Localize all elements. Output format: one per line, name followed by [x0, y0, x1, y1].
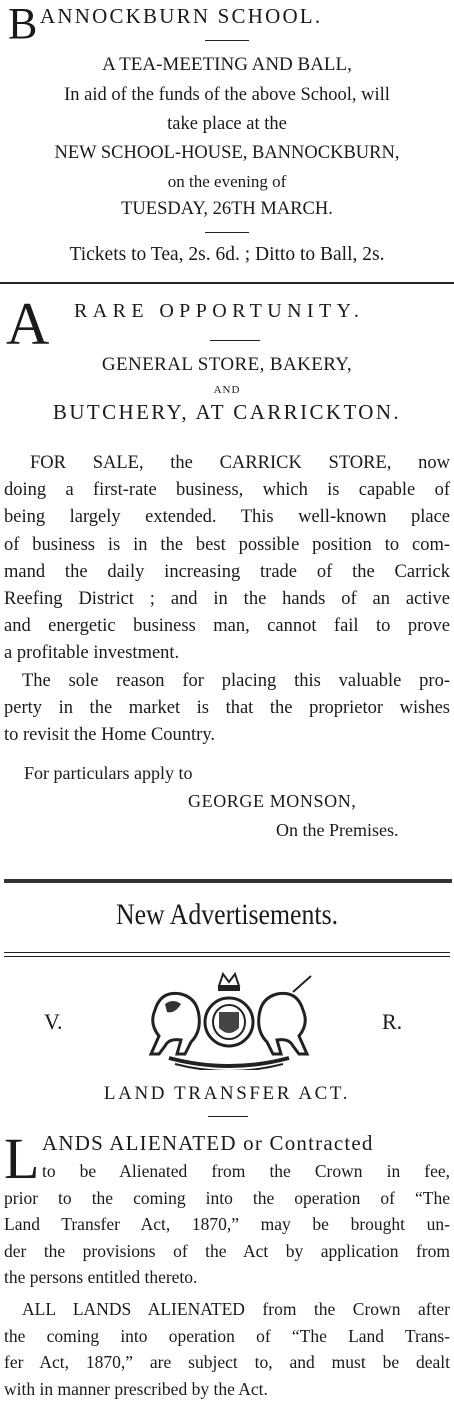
victoria-letter-v: V. — [44, 1009, 63, 1034]
school-short-rule-2 — [205, 232, 249, 233]
store-body-2-line: The sole reason for placing this valuable pro- — [22, 671, 450, 691]
land-act-title: LAND TRANSFER ACT. — [103, 1083, 351, 1104]
store-body-1-line: mand the daily increasing trade of the Carrick — [4, 561, 450, 582]
store-headline-initial: A — [6, 291, 50, 357]
school-line-1: In aid of the funds of the above School, will — [64, 85, 390, 105]
store-body-1-line: being largely extended. This well-known place — [4, 507, 450, 528]
land-act-para-2-line: ALL LANDS ALIENATED from the Crown after — [22, 1299, 450, 1319]
victoria-letter-r: R. — [382, 1009, 403, 1034]
land-act-para-1-line: the persons entitled thereto. — [4, 1267, 198, 1287]
store-sub-1: GENERAL STORE, BAKERY, — [101, 354, 353, 375]
section-rule-2 — [4, 956, 450, 957]
school-headline: ANNOCKBURN SCHOOL. — [40, 4, 323, 28]
school-title: A TEA-MEETING AND BALL, — [102, 54, 352, 75]
land-act-para-1-line: der the provisions of the Act by application from — [4, 1240, 450, 1261]
store-body-1-line: doing a first-rate business, which is capable of — [4, 480, 450, 501]
store-sub-2: BUTCHERY, AT CARRICKTON. — [52, 400, 402, 424]
land-act-para-1-line: Land Transfer Act, 1870,” may be brought un- — [4, 1214, 450, 1234]
school-headline-initial: B — [8, 0, 38, 48]
school-line-2: take place at the — [167, 114, 287, 134]
land-act-short-rule — [208, 1116, 248, 1117]
store-body-1-line: of business is in the best possible position to com- — [4, 534, 450, 555]
royal-coat-of-arms-icon — [115, 970, 343, 1070]
advert-divider-2 — [4, 879, 452, 883]
store-contact-name: GEORGE MONSON, — [188, 791, 357, 811]
advert-divider-1 — [0, 282, 454, 284]
school-line-3: NEW SCHOOL-HOUSE, BANNOCKBURN, — [54, 143, 400, 163]
section-rule-1 — [4, 952, 450, 953]
store-body-1-line: FOR SALE, the CARRICK STORE, now — [30, 453, 450, 473]
store-and: AND — [213, 384, 241, 396]
store-body-2-line: perty in the market is that the proprietor wishes — [4, 698, 450, 719]
store-headline: RARE OPPORTUNITY. — [74, 300, 365, 322]
store-body-2 — [4, 668, 450, 750]
land-act-para-2 — [4, 1296, 450, 1402]
land-act-para-2-line: the coming into operation of “The Land Trans- — [4, 1325, 450, 1346]
land-act-para-2-line: with in manner prescribed by the Act. — [4, 1378, 268, 1399]
school-tickets: Tickets to Tea, 2s. 6d. ; Ditto to Ball, 2s. — [69, 244, 385, 265]
school-short-rule — [205, 40, 249, 41]
store-apply: For particulars apply to — [24, 763, 193, 783]
store-body-1-line: a profitable investment. — [4, 643, 180, 664]
store-premises: On the Premises. — [276, 820, 399, 840]
store-body-1 — [4, 450, 450, 668]
land-act-para-2-line: fer Act, 1870,” are subject to, and must be dealt — [4, 1352, 450, 1372]
store-body-1-line: Reefing District ; and in the hands of an active — [4, 588, 450, 609]
land-act-para-1-line: to be Alienated from the Crown in fee, — [42, 1161, 450, 1181]
land-act-initial: L — [4, 1126, 40, 1191]
land-act-para-1 — [4, 1158, 450, 1291]
store-body-2-line: to revisit the Home Country. — [4, 725, 216, 746]
school-line-4: on the evening of — [167, 172, 287, 191]
store-body-1-line: and energetic business man, cannot fail to prove — [4, 616, 450, 637]
school-line-5: TUESDAY, 26TH MARCH. — [121, 199, 333, 219]
land-act-para-1-line: prior to the coming into the operation of “The — [4, 1187, 450, 1208]
store-short-rule — [210, 340, 260, 341]
section-heading: New Advertisements. — [115, 898, 339, 931]
land-act-headline: ANDS ALIENATED or Contracted — [42, 1131, 374, 1155]
